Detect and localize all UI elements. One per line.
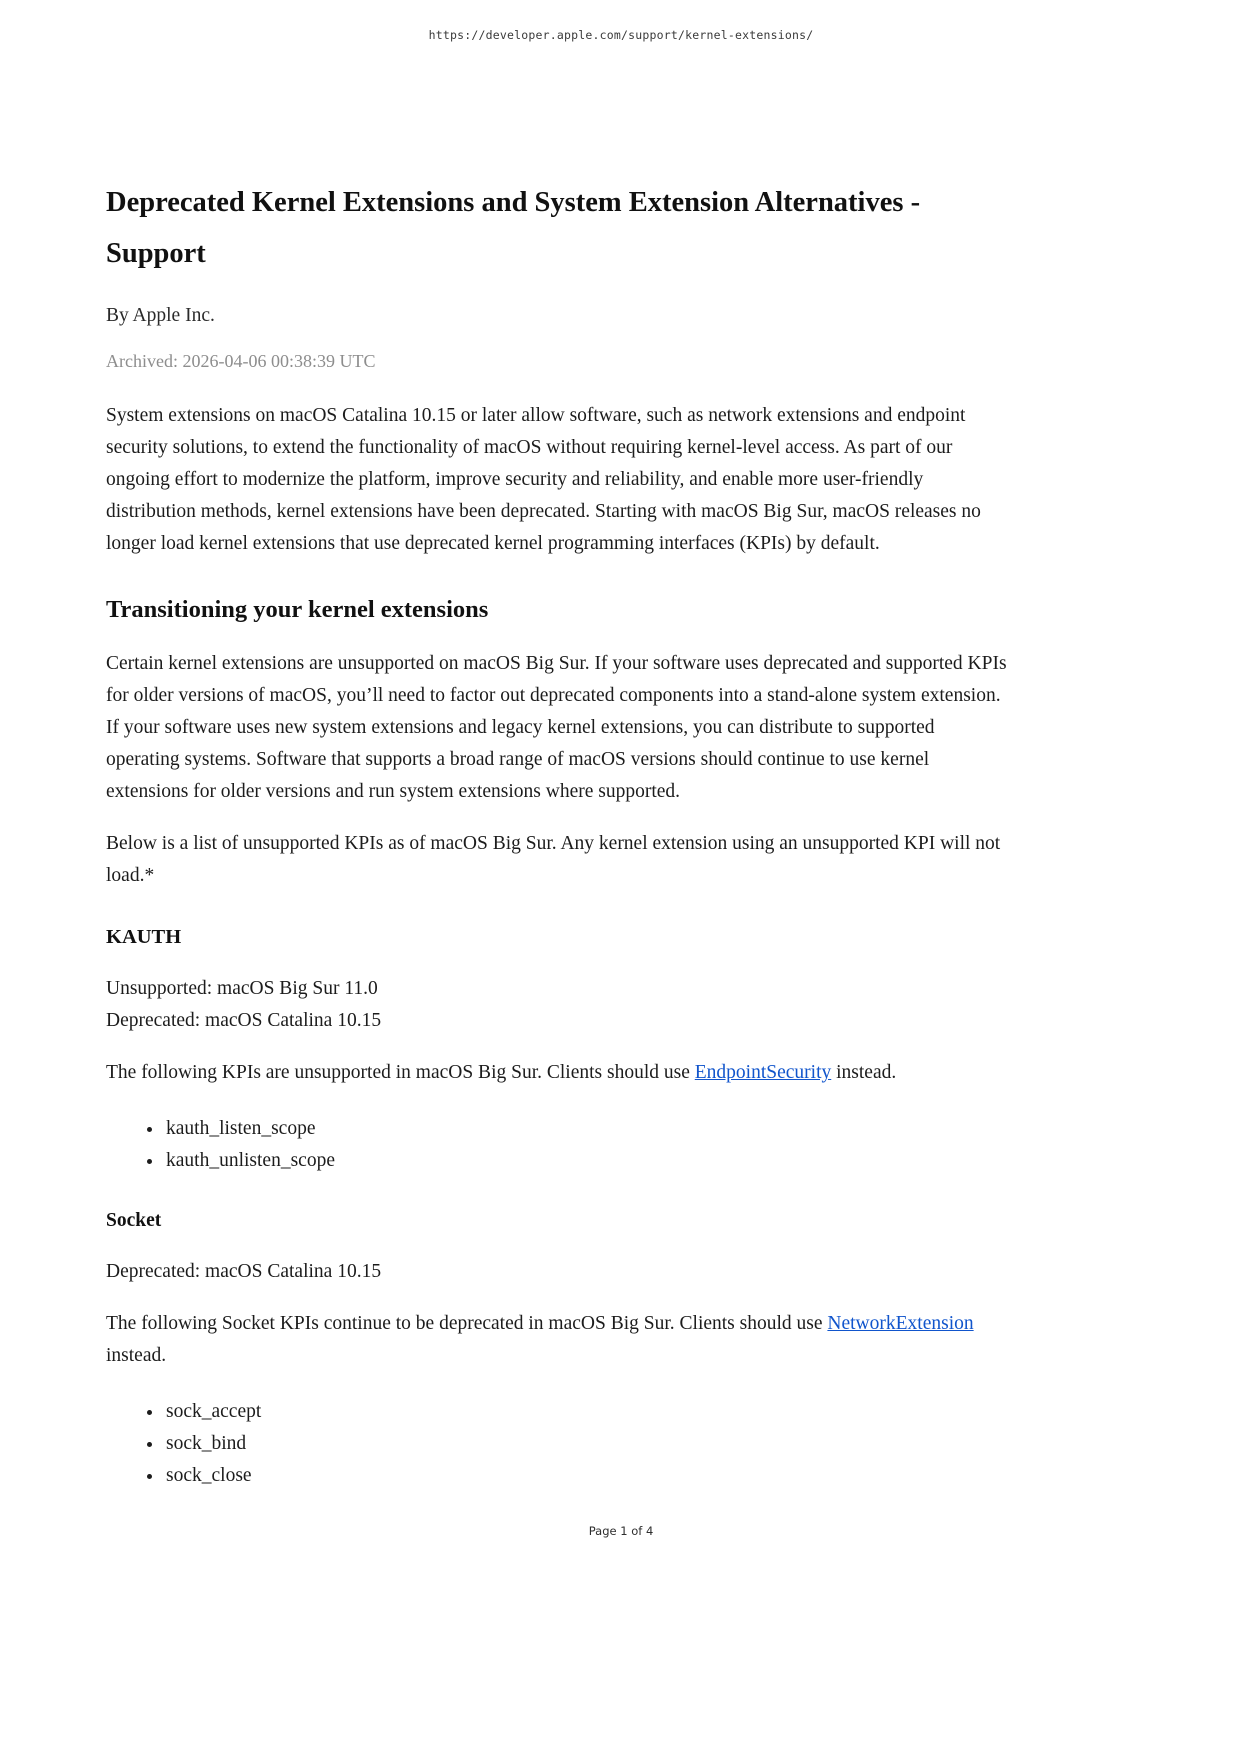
- source-url: https://developer.apple.com/support/kernel-extensions/: [428, 28, 814, 42]
- kauth-kpi-list: [106, 1113, 1008, 1176]
- section-heading-kauth: KAUTH: [106, 926, 182, 949]
- list-item: • kauth_unlisten_scope: [164, 1145, 1008, 1176]
- kauth-paragraph: [106, 1057, 1008, 1089]
- transitioning-paragraph-2: Below is a list of unsupported KPIs as of macOS Big Sur. Any kernel extension using an unsupported KPI will not load.*: [106, 833, 1001, 887]
- kauth-paragraph-text-after: instead.: [831, 1062, 897, 1084]
- list-item: • sock_close: [164, 1460, 1008, 1491]
- kauth-status-block: [106, 973, 1008, 1037]
- socket-paragraph: [106, 1308, 1008, 1372]
- byline: By Apple Inc.: [106, 305, 215, 327]
- socket-paragraph-text-after: instead.: [106, 1345, 167, 1367]
- page-number: Page 1 of 4: [588, 1524, 654, 1538]
- kauth-deprecated-line: Deprecated: macOS Catalina 10.15: [106, 1010, 382, 1032]
- list-item: • kauth_listen_scope: [164, 1113, 1008, 1144]
- endpointsecurity-link[interactable]: EndpointSecurity: [694, 1062, 832, 1084]
- intro-paragraph: System extensions on macOS Catalina 10.15 or later allow software, such as network extensions and endpoint security solutions, to extend the functionality of macOS without requiring kernel-level access. As part of our ongoing effort to modernize the platform, improve security and reliability, and enable more user-friendly distribution methods, kernel extensions have been deprecated. Starting with macOS Big Sur, macOS releases no longer load kernel extensions that use deprecated kernel programming interfaces (KPIs) by default.: [106, 405, 981, 555]
- page-title: Deprecated Kernel Extensions and System Extension Alternatives - Support: [106, 187, 921, 269]
- article-content: [106, 178, 1008, 1511]
- list-item: • sock_accept: [164, 1396, 1008, 1427]
- archived-timestamp: Archived: 2026-04-06 00:38:39 UTC: [106, 351, 376, 372]
- transitioning-paragraph-1: Certain kernel extensions are unsupported on macOS Big Sur. If your software uses deprecated and supported KPIs for older versions of macOS, you’ll need to factor out deprecated components into a stand-alone system extension. If your software uses new system extensions and legacy kernel extensions, you can distribute to supported operating systems. Software that supports a broad range of macOS versions should continue to use kernel extensions for older versions and run system extensions where supported.: [106, 653, 1007, 803]
- kauth-unsupported-line: Unsupported: macOS Big Sur 11.0: [106, 978, 378, 1000]
- section-heading-transitioning: Transitioning your kernel extensions: [106, 596, 489, 624]
- socket-kpi-list: [106, 1396, 1008, 1491]
- list-item: • sock_bind: [164, 1428, 1008, 1459]
- section-heading-socket: Socket: [106, 1210, 162, 1232]
- networkextension-link[interactable]: NetworkExtension: [827, 1313, 974, 1335]
- kauth-paragraph-text-before: The following KPIs are unsupported in macOS Big Sur. Clients should use: [106, 1062, 695, 1084]
- socket-deprecated-line: Deprecated: macOS Catalina 10.15: [106, 1261, 382, 1283]
- socket-paragraph-text-before: The following Socket KPIs continue to be deprecated in macOS Big Sur. Clients should use: [106, 1313, 828, 1335]
